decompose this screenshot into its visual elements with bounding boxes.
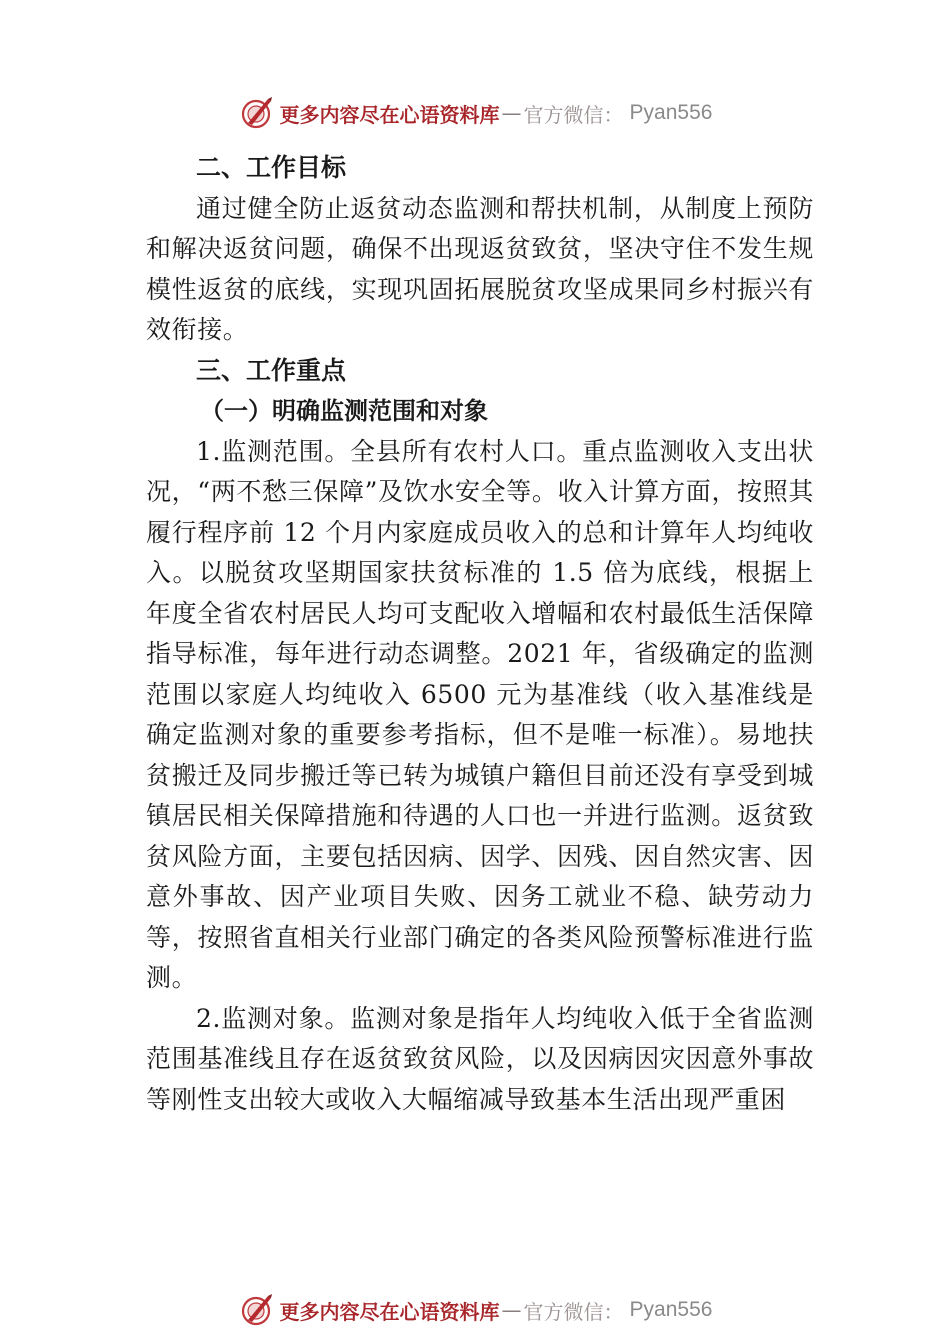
header-watermark (0, 93, 950, 133)
paragraph-monitoring-scope: 1.监测范围。全县所有农村人口。重点监测收入支出状况，“两不愁三保障”及饮水安全等。收入计算方面，按照其履行程序前 12 个月内家庭成员收入的总和计算年人均纯收入。以脱贫攻坚期国家扶贫标准的 1.5 倍为底线，根据上年度全省农村居民人均可支配收入增幅和农村最低生活保障指导标准，每年进行动态调整。2021 年，省级确定的监测范围以家庭人均纯收入 6500 元为基准线（收入基准线是确定监测对象的重要参考指标，但不是唯一标准）。易地扶贫搬迁及同步搬迁等已转为城镇户籍但目前还没有享受到城镇居民相关保障措施和待遇的人口也一并进行监测。返贫致贫风险方面，主要包括因病、因学、因残、因自然灾害、因意外事故、因产业项目失败、因务工就业不稳、缺劳动力等，按照省直相关行业部门确定的各类风险预警标准进行监测。 (146, 436, 814, 992)
document-body (146, 148, 814, 1120)
wechat-label: 官方微信 (523, 102, 604, 127)
separator: — (501, 1298, 522, 1322)
colon: ： (603, 1299, 624, 1324)
section-heading-focus: 三、工作重点 (196, 355, 347, 385)
wechat-id: Pyan556 (629, 101, 713, 124)
quill-pen-logo-icon (238, 1292, 274, 1328)
paragraph-goals: 通过健全防止返贫动态监测和帮扶机制，从制度上预防和解决返贫问题，确保不出现返贫致贫，坚决守住不发生规模性返贫的底线，实现巩固拓展脱贫攻坚成果同乡村振兴有效衔接。 (146, 193, 814, 344)
wechat-id: Pyan556 (629, 1298, 713, 1321)
colon: ： (603, 102, 624, 127)
separator: — (501, 101, 522, 125)
subsection-heading-scope: （一）明确监测范围和对象 (200, 396, 488, 425)
footer-watermark (0, 1290, 950, 1330)
wechat-label: 官方微信 (523, 1299, 604, 1324)
section-heading-goals: 二、工作目标 (196, 153, 347, 182)
paragraph-monitoring-targets: 2.监测对象。监测对象是指年人均纯收入低于全省监测范围基准线且存在返贫致贫风险，以及因病因灾因意外事故等刚性支出较大或收入大幅缩减导致基本生活出现严重困 (146, 1003, 814, 1114)
brand-name: 更多内容尽在心语资料库 (279, 102, 500, 127)
brand-name: 更多内容尽在心语资料库 (279, 1299, 500, 1324)
quill-pen-logo-icon (238, 95, 274, 131)
